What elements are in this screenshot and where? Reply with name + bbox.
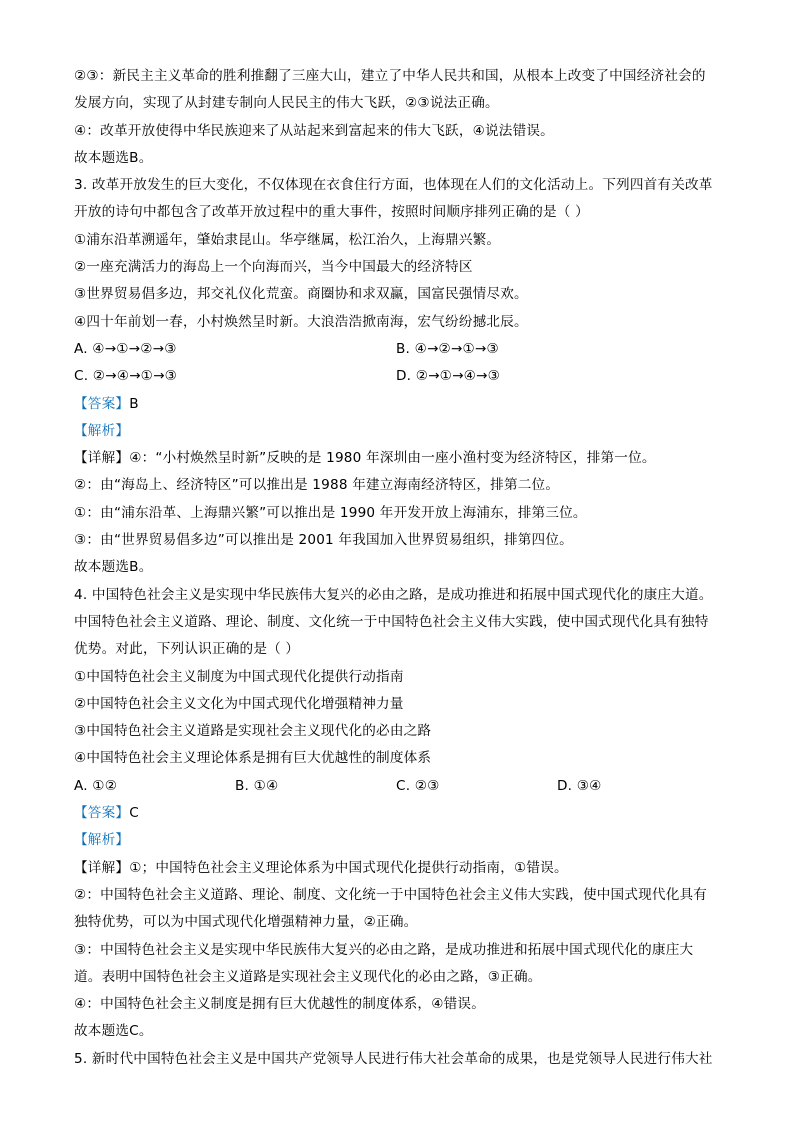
q4-option-d: D. ③④ (557, 777, 602, 794)
q4-detail: ③：中国特色社会主义是实现中华民族伟大复兴的必由之路，是成功推进和拓展中国式现代化的康庄大 (74, 941, 694, 958)
q3-analysis-heading (74, 418, 734, 445)
q2-conclusion: 故本题选B。 (74, 149, 153, 166)
q4-item: ②中国特色社会主义文化为中国式现代化增强精神力量 (74, 695, 404, 712)
q4-detail: 独特优势，可以为中国式现代化增强精神力量，②正确。 (74, 914, 418, 931)
q3-answer (74, 391, 734, 418)
q4-detail: ②：中国特色社会主义道路、理论、制度、文化统一于中国特色社会主义伟大实践，使中国式现代化具有 (74, 886, 708, 903)
q4-options-row (74, 773, 734, 800)
detail-tag: 【详解】 (74, 450, 130, 467)
answer-value: C (129, 805, 139, 822)
q4-stem: 优势。对此，下列认识正确的是（ ） (74, 641, 300, 658)
q3-options-row (74, 336, 734, 363)
q3-item: ①浦东沿革溯遥年，肇始隶昆山。华亭继属，松江治久，上海鼎兴繁。 (74, 231, 501, 248)
q4-analysis-heading (74, 827, 734, 854)
q4-item: ③中国特色社会主义道路是实现社会主义现代化的必由之路 (74, 723, 432, 740)
q4-item: ①中国特色社会主义制度为中国式现代化提供行动指南 (74, 668, 404, 685)
detail-text: ①；中国特色社会主义理论体系为中国式现代化提供行动指南，①错误。 (129, 859, 568, 876)
q3-option-a: A. ④→①→②→③ (74, 340, 177, 357)
analysis-tag: 【解析】 (74, 422, 130, 439)
q2-analysis-line: ②③：新民主主义革命的胜利推翻了三座大山，建立了中华人民共和国，从根本上改变了中国经济社会的 (74, 68, 706, 84)
q3-item: ②一座充满活力的海岛上一个向海而兴，当今中国最大的经济特区 (74, 259, 473, 276)
q3-item: ③世界贸易倡多边，邦交礼仪化荒蛮。商圈协和求双赢，国富民强情尽欢。 (74, 286, 528, 303)
q3-detail: ②：由“海岛上、经济特区”可以推出是 1988 年建立海南经济特区，排第二位。 (74, 477, 560, 494)
q3-detail (74, 445, 734, 472)
q4-item: ④中国特色社会主义理论体系是拥有巨大优越性的制度体系 (74, 750, 432, 767)
q3-option-b: B. ④→②→①→③ (396, 340, 499, 357)
q4-option-b: B. ①④ (235, 777, 279, 794)
q2-analysis-line: 发展方向，实现了从封建专制向人民民主的伟大飞跃，②③说法正确。 (74, 95, 499, 112)
q3-detail: ③：由“世界贸易倡多边”可以推出是 2001 年我国加入世界贸易组织，排第四位。 (74, 532, 573, 549)
q3-conclusion: 故本题选B。 (74, 559, 153, 576)
q3-option-c: C. ②→④→①→③ (74, 368, 178, 385)
q3-detail: ①：由“浦东沿革、上海鼎兴繁”可以推出是 1990 年开发开放上海浦东，排第三位。 (74, 504, 587, 521)
q3-stem: 开放的诗句中都包含了改革开放过程中的重大事件，按照时间顺序排列正确的是（ ） (74, 204, 589, 221)
q4-option-a: A. ①② (74, 777, 118, 794)
answer-value: B (129, 395, 139, 412)
q4-detail: 道。表明中国特色社会主义道路是实现社会主义现代化的必由之路，③正确。 (74, 968, 542, 985)
q3-option-d: D. ②→①→④→③ (396, 368, 501, 385)
q4-stem: 中国特色社会主义道路、理论、制度、文化统一于中国特色社会主义伟大实践，使中国式现代化具有独特 (74, 613, 709, 630)
q3-item: ④四十年前划一春，小村焕然呈时新。大浪浩浩掀南海，宏气纷纷撼北辰。 (74, 313, 528, 330)
analysis-tag: 【解析】 (74, 832, 130, 849)
answer-tag: 【答案】 (74, 395, 130, 412)
q4-conclusion: 故本题选C。 (74, 1023, 153, 1040)
q3-options-row (74, 363, 734, 390)
detail-text: ④：“小村焕然呈时新”反映的是 1980 年深圳由一座小渔村变为经济特区，排第一位。 (129, 450, 656, 467)
q4-stem: 4. 中国特色社会主义是实现中华民族伟大复兴的必由之路，是成功推进和拓展中国式现代化的康庄大道。 (74, 586, 713, 603)
answer-tag: 【答案】 (74, 805, 130, 822)
document-page (74, 63, 734, 1073)
q5-stem: 5. 新时代中国特色社会主义是中国共产党领导人民进行伟大社会革命的成果，也是党领导人民进行伟大社 (74, 1050, 713, 1067)
q4-answer (74, 800, 734, 827)
q2-analysis-line: ④：改革开放使得中华民族迎来了从站起来到富起来的伟大飞跃，④说法错误。 (74, 122, 554, 139)
q3-stem: 3. 改革开放发生的巨大变化，不仅体现在衣食住行方面，也体现在人们的文化活动上。下列四首有关改革 (74, 177, 713, 194)
q4-detail: ④：中国特色社会主义制度是拥有巨大优越性的制度体系，④错误。 (74, 996, 485, 1013)
detail-tag: 【详解】 (74, 859, 130, 876)
q4-option-c: C. ②③ (396, 777, 440, 794)
q4-detail (74, 855, 734, 882)
